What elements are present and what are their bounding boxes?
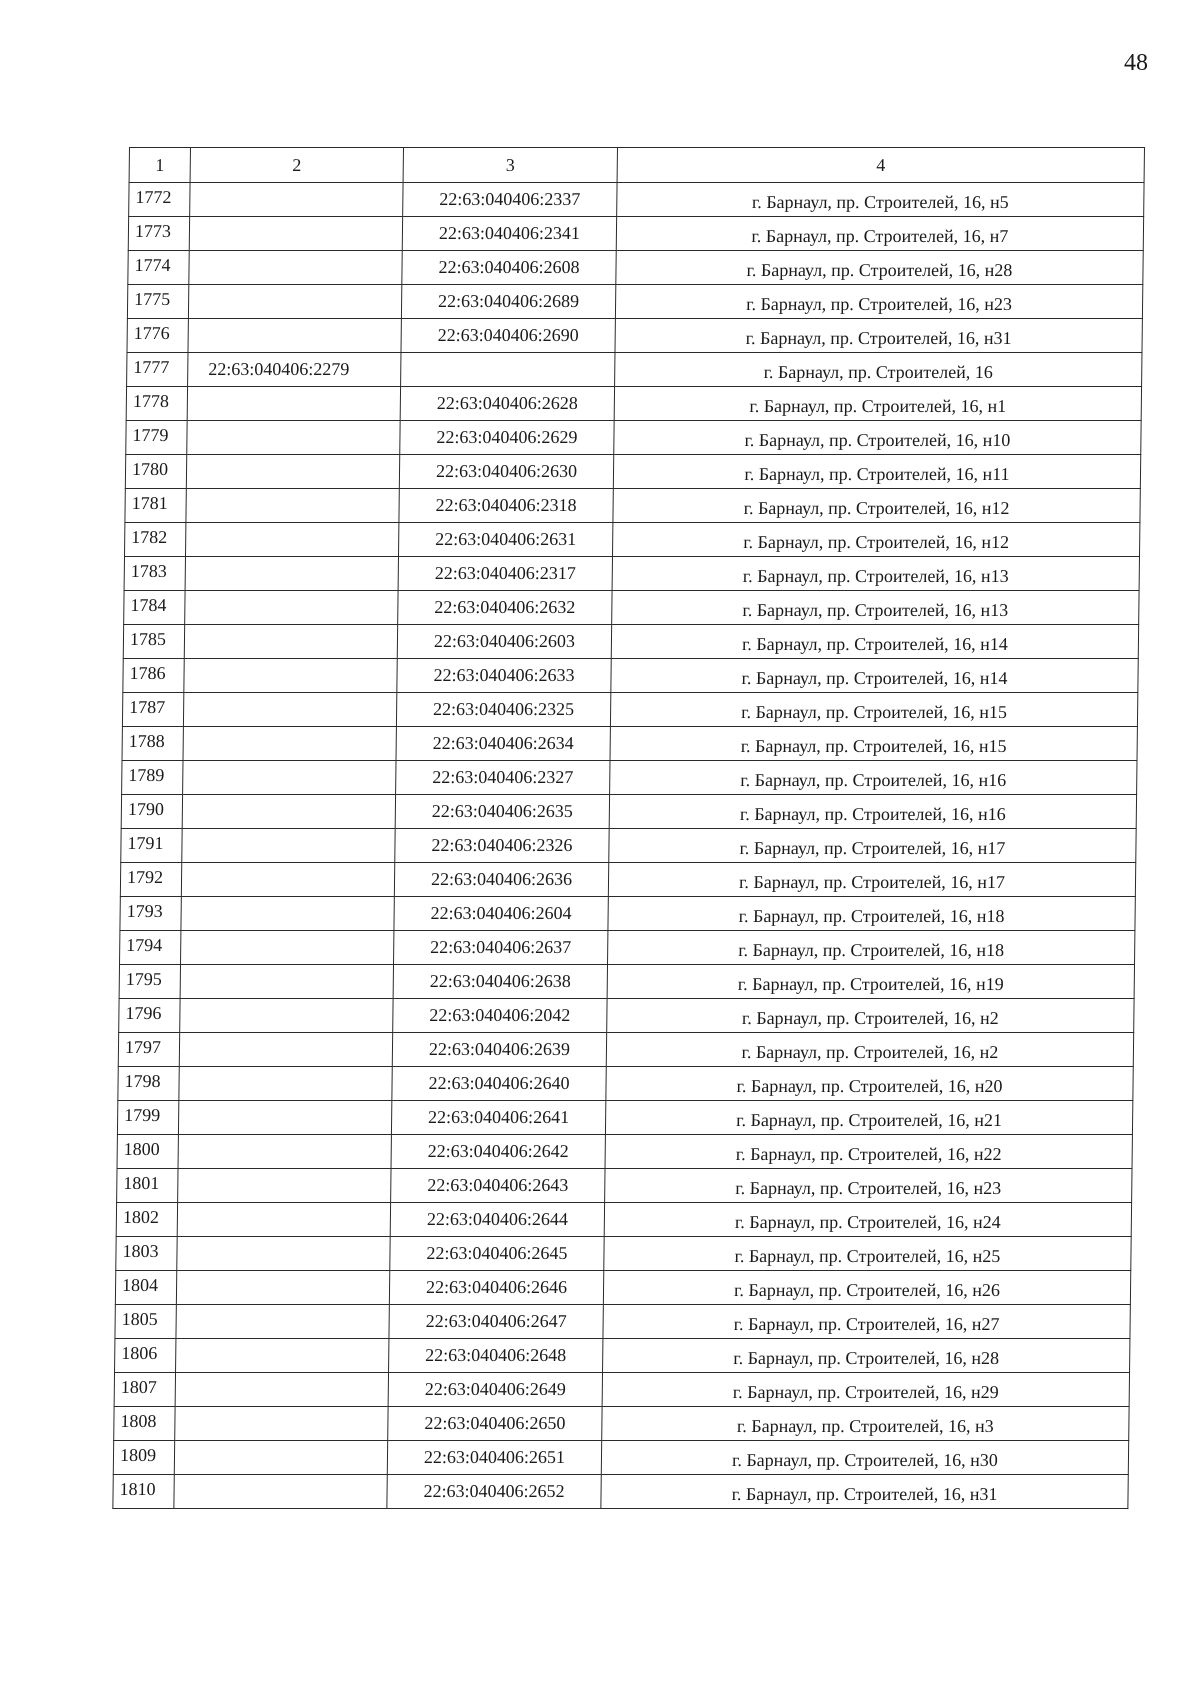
table-row (116, 1203, 1131, 1237)
row-number-cell: 1809 (113, 1441, 174, 1475)
column-header-3: 3 (403, 148, 617, 183)
property-cadastral-cell: 22:63:040406:2652 (387, 1475, 601, 1509)
property-cadastral-cell: 22:63:040406:2640 (392, 1067, 606, 1101)
property-cadastral-cell: 22:63:040406:2042 (393, 999, 607, 1033)
table-row (115, 1339, 1130, 1373)
property-cadastral-cell: 22:63:040406:2630 (399, 455, 613, 489)
row-number-cell: 1806 (115, 1339, 176, 1373)
address-cell: г. Барнаул, пр. Строителей, 16, н22 (605, 1135, 1132, 1169)
table-row (117, 1135, 1132, 1169)
property-cadastral-cell: 22:63:040406:2644 (390, 1203, 604, 1237)
address-cell: г. Барнаул, пр. Строителей, 16, н3 (602, 1407, 1129, 1441)
row-number-cell: 1779 (126, 421, 187, 455)
land-parcel-cadastral-cell (178, 1135, 391, 1169)
row-number-cell: 1795 (119, 965, 180, 999)
land-parcel-cadastral-cell (183, 761, 396, 795)
property-cadastral-cell: 22:63:040406:2318 (399, 489, 613, 523)
property-cadastral-cell: 22:63:040406:2648 (389, 1339, 603, 1373)
table-row (121, 795, 1136, 829)
row-number-cell: 1775 (127, 285, 188, 319)
row-number-cell: 1778 (126, 387, 187, 421)
land-parcel-cadastral-cell (185, 591, 398, 625)
address-cell: г. Барнаул, пр. Строителей, 16, н20 (606, 1067, 1133, 1101)
land-parcel-cadastral-cell (175, 1373, 388, 1407)
property-cadastral-cell: 22:63:040406:2603 (397, 625, 611, 659)
row-number-cell: 1777 (127, 353, 188, 387)
address-cell: г. Барнаул, пр. Строителей, 16, н2 (606, 1033, 1133, 1067)
address-cell: г. Барнаул, пр. Строителей, 16 (615, 353, 1142, 387)
row-number-cell: 1810 (113, 1475, 174, 1509)
property-cadastral-cell: 22:63:040406:2632 (398, 591, 612, 625)
address-cell: г. Барнаул, пр. Строителей, 16, н1 (614, 387, 1141, 421)
row-number-cell: 1790 (121, 795, 182, 829)
address-cell: г. Барнаул, пр. Строителей, 16, н30 (601, 1441, 1128, 1475)
address-cell: г. Барнаул, пр. Строителей, 16, н18 (608, 897, 1135, 931)
land-parcel-cadastral-cell (183, 693, 396, 727)
property-cadastral-cell: 22:63:040406:2317 (398, 557, 612, 591)
table-row (128, 217, 1143, 251)
property-cadastral-cell: 22:63:040406:2649 (388, 1373, 602, 1407)
address-cell: г. Барнаул, пр. Строителей, 16, н14 (611, 659, 1138, 693)
land-parcel-cadastral-cell (185, 523, 398, 557)
row-number-cell: 1785 (123, 625, 184, 659)
property-cadastral-cell: 22:63:040406:2628 (400, 387, 614, 421)
land-parcel-cadastral-cell (182, 795, 395, 829)
address-cell: г. Барнаул, пр. Строителей, 16, н2 (607, 999, 1134, 1033)
table-row (119, 965, 1134, 999)
table-row (124, 523, 1139, 557)
table-row (126, 421, 1141, 455)
land-parcel-cadastral-cell (175, 1407, 388, 1441)
address-cell: г. Барнаул, пр. Строителей, 16, н19 (607, 965, 1134, 999)
property-cadastral-cell: 22:63:040406:2604 (394, 897, 608, 931)
column-header-1: 1 (129, 148, 190, 183)
land-parcel-cadastral-cell (181, 931, 394, 965)
address-cell: г. Барнаул, пр. Строителей, 16, н7 (616, 217, 1143, 251)
row-number-cell: 1792 (120, 863, 181, 897)
address-cell: г. Барнаул, пр. Строителей, 16, н16 (609, 795, 1136, 829)
land-parcel-cadastral-cell (180, 999, 393, 1033)
address-cell: г. Барнаул, пр. Строителей, 16, н13 (612, 557, 1139, 591)
row-number-cell: 1800 (117, 1135, 178, 1169)
table-row (119, 999, 1134, 1033)
row-number-cell: 1786 (123, 659, 184, 693)
table-row (125, 489, 1140, 523)
row-number-cell: 1784 (124, 591, 185, 625)
table-row (129, 183, 1144, 217)
column-header-4: 4 (617, 148, 1144, 183)
land-parcel-cadastral-cell (179, 1033, 392, 1067)
table-row (127, 319, 1142, 353)
land-parcel-cadastral-cell (177, 1203, 390, 1237)
land-parcel-cadastral-cell (179, 1067, 392, 1101)
property-cadastral-cell: 22:63:040406:2651 (387, 1441, 601, 1475)
land-parcel-cadastral-cell: 22:63:040406:2279 (188, 353, 401, 387)
land-parcel-cadastral-cell (188, 285, 401, 319)
address-cell: г. Барнаул, пр. Строителей, 16, н18 (608, 931, 1135, 965)
header-row (129, 148, 1144, 183)
row-number-cell: 1804 (115, 1271, 176, 1305)
property-cadastral-cell: 22:63:040406:2327 (396, 761, 610, 795)
land-parcel-cadastral-cell (177, 1237, 390, 1271)
land-parcel-cadastral-cell (181, 897, 394, 931)
table-row (115, 1305, 1130, 1339)
table-row (122, 693, 1137, 727)
property-cadastral-cell (401, 353, 615, 387)
property-cadastral-cell: 22:63:040406:2633 (397, 659, 611, 693)
land-parcel-cadastral-cell (184, 625, 397, 659)
address-cell: г. Барнаул, пр. Строителей, 16, н23 (605, 1169, 1132, 1203)
address-cell: г. Барнаул, пр. Строителей, 16, н24 (604, 1203, 1131, 1237)
table-row (123, 659, 1138, 693)
address-cell: г. Барнаул, пр. Строителей, 16, н12 (612, 523, 1139, 557)
land-parcel-cadastral-cell (188, 319, 401, 353)
address-cell: г. Барнаул, пр. Строителей, 16, н12 (613, 489, 1140, 523)
table-row (124, 591, 1139, 625)
table-row (123, 625, 1138, 659)
address-cell: г. Барнаул, пр. Строителей, 16, н31 (615, 319, 1142, 353)
address-cell: г. Барнаул, пр. Строителей, 16, н17 (609, 829, 1136, 863)
property-cadastral-cell: 22:63:040406:2634 (396, 727, 610, 761)
address-cell: г. Барнаул, пр. Строителей, 16, н13 (612, 591, 1139, 625)
address-cell: г. Барнаул, пр. Строителей, 16, н29 (602, 1373, 1129, 1407)
table-row (125, 455, 1140, 489)
land-parcel-cadastral-cell (176, 1271, 389, 1305)
table-row (128, 251, 1143, 285)
table-row (118, 1067, 1133, 1101)
address-cell: г. Барнаул, пр. Строителей, 16, н11 (613, 455, 1140, 489)
land-parcel-cadastral-cell (189, 217, 402, 251)
land-parcel-cadastral-cell (174, 1475, 387, 1509)
land-parcel-cadastral-cell (180, 965, 393, 999)
address-cell: г. Барнаул, пр. Строителей, 16, н10 (614, 421, 1141, 455)
property-cadastral-cell: 22:63:040406:2636 (394, 863, 608, 897)
row-number-cell: 1808 (114, 1407, 175, 1441)
address-cell: г. Барнаул, пр. Строителей, 16, н16 (610, 761, 1137, 795)
row-number-cell: 1774 (128, 251, 189, 285)
address-cell: г. Барнаул, пр. Строителей, 16, н14 (611, 625, 1138, 659)
property-cadastral-cell: 22:63:040406:2639 (392, 1033, 606, 1067)
land-parcel-cadastral-cell (176, 1339, 389, 1373)
row-number-cell: 1783 (124, 557, 185, 591)
table-row (114, 1373, 1129, 1407)
address-cell: г. Барнаул, пр. Строителей, 16, н28 (616, 251, 1143, 285)
row-number-cell: 1793 (120, 897, 181, 931)
property-cadastral-cell: 22:63:040406:2631 (398, 523, 612, 557)
address-cell: г. Барнаул, пр. Строителей, 16, н31 (601, 1475, 1128, 1509)
land-parcel-cadastral-cell (183, 727, 396, 761)
table-row (117, 1101, 1132, 1135)
land-parcel-cadastral-cell (184, 659, 397, 693)
property-cadastral-cell: 22:63:040406:2690 (401, 319, 615, 353)
table-row (114, 1407, 1129, 1441)
table-row (117, 1169, 1132, 1203)
table-row (113, 1441, 1128, 1475)
property-cadastral-cell: 22:63:040406:2635 (395, 795, 609, 829)
property-cadastral-cell: 22:63:040406:2638 (393, 965, 607, 999)
property-cadastral-cell: 22:63:040406:2608 (402, 251, 616, 285)
property-cadastral-cell: 22:63:040406:2326 (395, 829, 609, 863)
row-number-cell: 1794 (120, 931, 181, 965)
table-row (121, 829, 1136, 863)
property-cadastral-cell: 22:63:040406:2641 (391, 1101, 605, 1135)
address-cell: г. Барнаул, пр. Строителей, 16, н25 (604, 1237, 1131, 1271)
address-cell: г. Барнаул, пр. Строителей, 16, н5 (617, 183, 1144, 217)
table-row (127, 353, 1142, 387)
row-number-cell: 1789 (122, 761, 183, 795)
address-cell: г. Барнаул, пр. Строителей, 16, н21 (605, 1101, 1132, 1135)
row-number-cell: 1782 (124, 523, 185, 557)
row-number-cell: 1801 (117, 1169, 178, 1203)
property-cadastral-cell: 22:63:040406:2337 (403, 183, 617, 217)
table-row (124, 557, 1139, 591)
table-row (116, 1237, 1131, 1271)
row-number-cell: 1781 (125, 489, 186, 523)
row-number-cell: 1796 (119, 999, 180, 1033)
land-parcel-cadastral-cell (186, 455, 399, 489)
property-cadastral-cell: 22:63:040406:2645 (390, 1237, 604, 1271)
land-parcel-cadastral-cell (181, 863, 394, 897)
land-parcel-cadastral-cell (187, 421, 400, 455)
table-row (127, 285, 1142, 319)
row-number-cell: 1773 (128, 217, 189, 251)
table-row (120, 863, 1135, 897)
table-row (113, 1475, 1128, 1509)
address-cell: г. Барнаул, пр. Строителей, 16, н15 (610, 727, 1137, 761)
land-parcel-cadastral-cell (189, 251, 402, 285)
address-cell: г. Барнаул, пр. Строителей, 16, н27 (603, 1305, 1130, 1339)
land-parcel-cadastral-cell (186, 489, 399, 523)
table-row (120, 897, 1135, 931)
address-cell: г. Барнаул, пр. Строителей, 16, н26 (603, 1271, 1130, 1305)
property-cadastral-cell: 22:63:040406:2647 (389, 1305, 603, 1339)
row-number-cell: 1791 (121, 829, 182, 863)
address-cell: г. Барнаул, пр. Строителей, 16, н28 (603, 1339, 1130, 1373)
column-header-2: 2 (190, 148, 403, 183)
property-cadastral-cell: 22:63:040406:2341 (402, 217, 616, 251)
table-row (120, 931, 1135, 965)
land-parcel-cadastral-cell (187, 387, 400, 421)
address-cell: г. Барнаул, пр. Строителей, 16, н23 (615, 285, 1142, 319)
table-body (113, 183, 1144, 1509)
row-number-cell: 1799 (117, 1101, 178, 1135)
row-number-cell: 1787 (122, 693, 183, 727)
row-number-cell: 1798 (118, 1067, 179, 1101)
property-cadastral-cell: 22:63:040406:2689 (401, 285, 615, 319)
property-cadastral-cell: 22:63:040406:2629 (400, 421, 614, 455)
property-cadastral-cell: 22:63:040406:2637 (394, 931, 608, 965)
land-parcel-cadastral-cell (178, 1169, 391, 1203)
land-parcel-cadastral-cell (190, 183, 403, 217)
row-number-cell: 1788 (122, 727, 183, 761)
land-parcel-cadastral-cell (176, 1305, 389, 1339)
property-cadastral-cell: 22:63:040406:2650 (388, 1407, 602, 1441)
row-number-cell: 1776 (127, 319, 188, 353)
land-parcel-cadastral-cell (174, 1441, 387, 1475)
table-row (115, 1271, 1130, 1305)
row-number-cell: 1805 (115, 1305, 176, 1339)
row-number-cell: 1772 (129, 183, 190, 217)
land-parcel-cadastral-cell (185, 557, 398, 591)
property-cadastral-cell: 22:63:040406:2325 (396, 693, 610, 727)
property-cadastral-cell: 22:63:040406:2646 (389, 1271, 603, 1305)
land-parcel-cadastral-cell (182, 829, 395, 863)
property-cadastral-cell: 22:63:040406:2642 (391, 1135, 605, 1169)
table-row (126, 387, 1141, 421)
row-number-cell: 1797 (118, 1033, 179, 1067)
address-cell: г. Барнаул, пр. Строителей, 16, н15 (610, 693, 1137, 727)
address-cell: г. Барнаул, пр. Строителей, 16, н17 (608, 863, 1135, 897)
page-number: 48 (1124, 50, 1148, 76)
register-table (112, 147, 1145, 1509)
row-number-cell: 1802 (116, 1203, 177, 1237)
land-parcel-cadastral-cell (178, 1101, 391, 1135)
row-number-cell: 1780 (125, 455, 186, 489)
table-row (118, 1033, 1133, 1067)
table-row (122, 761, 1137, 795)
property-cadastral-cell: 22:63:040406:2643 (391, 1169, 605, 1203)
row-number-cell: 1807 (114, 1373, 175, 1407)
row-number-cell: 1803 (116, 1237, 177, 1271)
table-row (122, 727, 1137, 761)
